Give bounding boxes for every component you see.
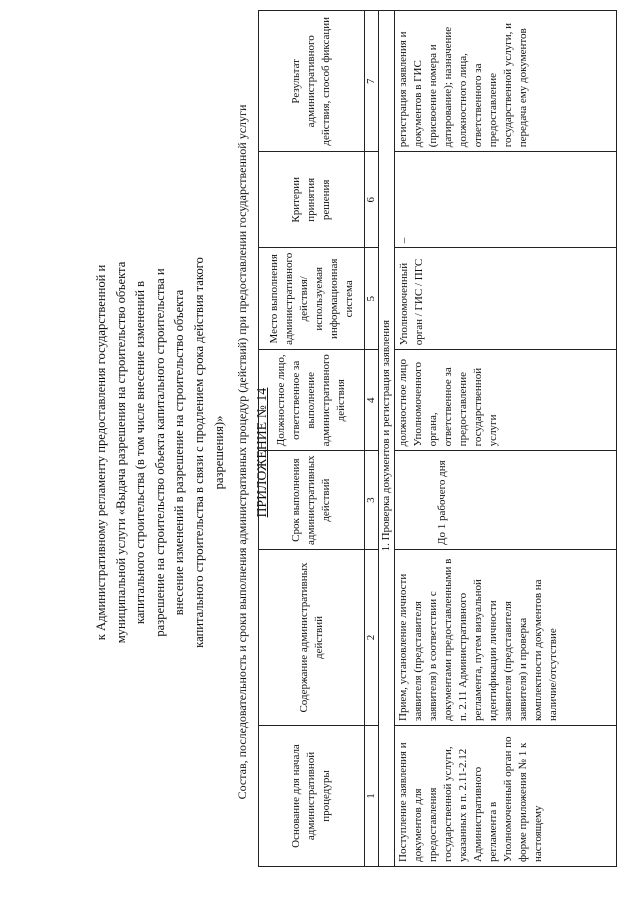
- table-header-row: [259, 11, 365, 867]
- column-number-row: [365, 11, 379, 867]
- subtitle-line: капитального строительства (в том числе внесение изменений в: [133, 280, 148, 625]
- subtitle-line: муниципальной услуги «Выдача разрешения на строительство объекта: [113, 261, 128, 644]
- column-number: 7: [365, 11, 379, 152]
- basis-cell: Поступление заявления и документов для предоставления государственной услуги, указанных в п. 2.11-2.12 Административного регламента в Уполномоченный орган по форме приложения № 1 к настоящему: [395, 726, 617, 867]
- header-cell: Место выполнения административного действия/ используемая информационная система: [259, 248, 365, 350]
- header-cell: Должностное лицо, ответственное за выполнение административного действия: [259, 350, 365, 451]
- responsible-cell: должностное лицо Уполномоченного органа, ответственное за предоставление государственной услуги: [395, 350, 617, 451]
- subtitle-line: разрешение на строительство объекта капитального строительства и: [152, 268, 167, 637]
- place-cell: Уполномоченный орган / ГИС / ПГС: [395, 248, 617, 350]
- subtitle-line: внесение изменений в разрешение на строительство объекта: [172, 289, 187, 616]
- result-cell: регистрация заявления и документов в ГИС (присвоение номера и датирование); назначение должностного лица, ответственного за предоставление государственной услуги, и передача ему документов: [395, 11, 617, 152]
- header-cell: Результат административного действия, способ фиксации: [259, 11, 365, 152]
- header-cell: Основание для начала административной процедуры: [259, 726, 365, 867]
- column-number: 1: [365, 726, 379, 867]
- subtitle-line: к Административному регламенту предоставления государственной и: [94, 264, 108, 641]
- subtitle-line: капитального строительства в связи с продлением срока действия такого: [191, 257, 206, 648]
- section-heading: 1. Проверка документов и регистрация заявления: [379, 11, 395, 867]
- appendix-subtitle: [92, 0, 229, 905]
- header-cell: Срок выполнения административных действий: [259, 451, 365, 550]
- subtitle-line: разрешения)»: [211, 415, 226, 490]
- deadline-cell: До 1 рабочего дня: [395, 451, 617, 550]
- column-number: 3: [365, 451, 379, 550]
- actions-cell: Прием, установление личности заявителя (представителя заявителя) в соответствии с документами предоставленными в п. 2.11 Административного регламента, путем визуальной идентификации личности заявителя (представителя заявителя) и проверка комплектности документов на наличие/отсутствие: [395, 550, 617, 726]
- section-row: [379, 11, 395, 867]
- table-row: [395, 11, 617, 867]
- column-number: 5: [365, 248, 379, 350]
- column-number: 4: [365, 350, 379, 451]
- criteria-cell: –: [395, 152, 617, 248]
- header-cell: Содержание административных действий: [259, 550, 365, 726]
- column-number: 2: [365, 550, 379, 726]
- table-caption: Состав, последовательность и сроки выполнения административных процедур (действий) при предоставлении государственной услуги: [235, 104, 249, 800]
- procedures-table: [258, 10, 617, 867]
- column-number: 6: [365, 152, 379, 248]
- header-cell: Критерии принятия решения: [259, 152, 365, 248]
- appendix-title: ПРИЛОЖЕНИЕ № 14: [254, 387, 269, 518]
